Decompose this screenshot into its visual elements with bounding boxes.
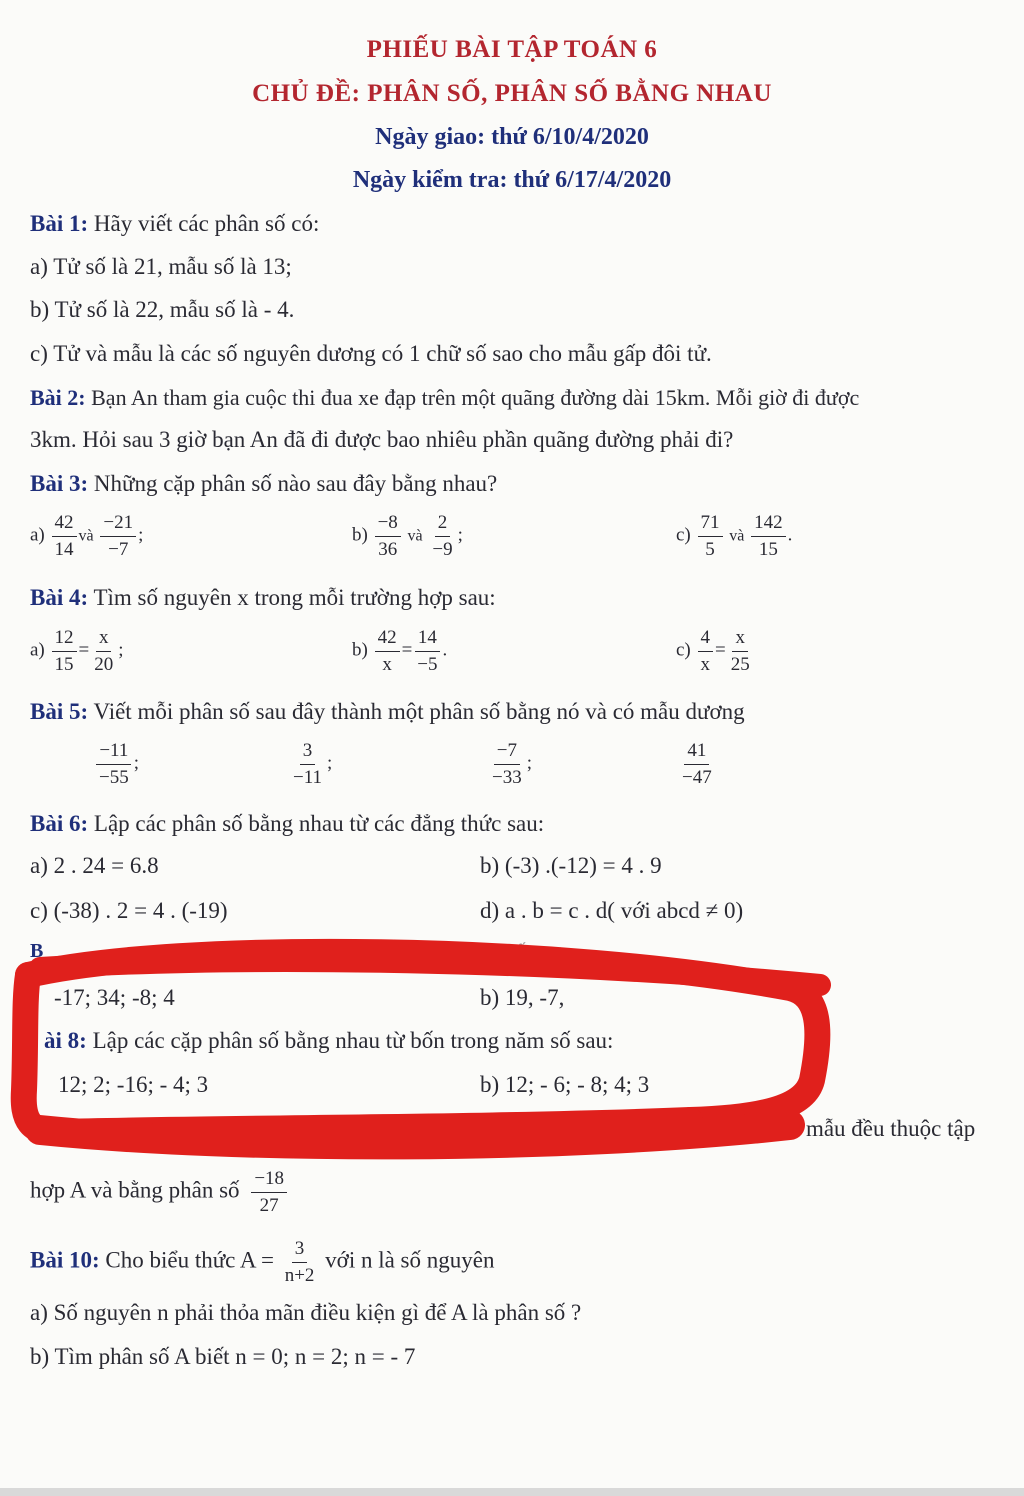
bai5-fraction-1 <box>94 740 139 789</box>
bai4-b: b) $\frac{42}{x}$ = $\frac{14}{-5}$ . <box>352 627 448 675</box>
fraction <box>100 512 136 561</box>
bai6-text: Lập các phân số bằng nhau từ các đẳng thức sau: <box>88 811 545 836</box>
bai3-label: Bài 3: <box>30 471 89 496</box>
fraction <box>414 627 440 676</box>
numerator: x <box>96 627 112 652</box>
numerator: 42 <box>52 512 77 537</box>
fraction <box>52 627 77 676</box>
bai5-fraction-3 <box>487 740 532 789</box>
punctuation: ; <box>138 524 144 546</box>
bai7-a: -17; 34; -8; 4 <box>54 985 175 1010</box>
bai5-text: Viết mỗi phân số sau đây thành một phân số bằng nó và có mẫu dương <box>88 699 745 724</box>
numerator: −21 <box>100 512 136 537</box>
denominator: −5 <box>417 653 438 675</box>
numerator: 3 <box>292 1238 308 1263</box>
bai4-a: a) $\frac{12}{15}$ = $\frac{x}{20}$ ; <box>30 627 124 675</box>
bai4-label: Bài 4: <box>30 585 89 610</box>
bai2-line2: 3km. Hỏi sau 3 giờ bạn An đã đi được bao nhiêu phần quãng đường phải đi? <box>30 427 734 452</box>
bai4-heading <box>30 585 496 611</box>
bai2-text1: Bạn An tham gia cuộc thi đua xe đạp trên một quãng đường dài 15km. Mỗi giờ đi được <box>85 385 860 410</box>
fraction <box>679 740 715 789</box>
fraction <box>91 627 116 676</box>
denominator: n+2 <box>284 1264 315 1286</box>
bai7-fragment-right: số sau: <box>508 940 563 962</box>
bai4-b-prefix: b) <box>352 639 368 661</box>
denominator: −55 <box>99 766 129 788</box>
numerator: 142 <box>751 512 786 537</box>
numerator: 2 <box>435 512 451 537</box>
numerator: 3 <box>300 740 316 765</box>
punctuation: . <box>442 639 448 661</box>
worksheet-topic: CHỦ ĐỀ: PHÂN SỐ, PHÂN SỐ BẰNG NHAU <box>252 80 772 107</box>
bai9-fragment-right: à mẫu đều thuộc tập <box>790 1116 976 1141</box>
fraction <box>375 512 401 561</box>
numerator: −18 <box>251 1168 287 1193</box>
bai5-label: Bài 5: <box>30 699 89 724</box>
bai3-a <box>30 512 143 561</box>
bai3-heading <box>30 471 497 497</box>
bai8-b: b) 12; - 6; - 8; 4; 3 <box>480 1072 650 1097</box>
bai3-c <box>676 512 792 561</box>
denominator: 14 <box>54 538 74 560</box>
fraction <box>52 512 77 561</box>
fraction <box>96 740 132 789</box>
bai5-heading <box>30 699 745 725</box>
numerator: 4 <box>698 627 714 652</box>
fraction <box>698 627 714 676</box>
worksheet-title: PHIẾU BÀI TẬP TOÁN 6 <box>366 36 658 63</box>
conjunction: và <box>729 527 745 545</box>
fraction <box>751 512 786 561</box>
bai6-c: c) (-38) . 2 = 4 . (-19) <box>30 898 228 923</box>
bai8-label: ài 8: <box>44 1028 87 1053</box>
fraction <box>489 740 525 789</box>
bai7-fragment-left: B <box>30 940 44 962</box>
denominator: 36 <box>378 538 398 560</box>
bai6-b: b) (-3) .(-12) = 4 . 9 <box>480 853 662 878</box>
bai10-label: Bài 10: <box>30 1247 100 1273</box>
bai10-b: b) Tìm phân số A biết n = 0; n = 2; n = - 7 <box>30 1344 416 1369</box>
numerator: 42 <box>375 627 400 652</box>
denominator: 15 <box>54 653 74 675</box>
denominator: −47 <box>682 766 712 788</box>
bai9-text: hợp A và bằng phân số <box>30 1177 240 1203</box>
numerator: x <box>732 627 748 652</box>
bai6-label: Bài 6: <box>30 811 89 836</box>
check-date: Ngày kiểm tra: thứ 6/17/4/2020 <box>352 167 672 193</box>
denominator: −33 <box>492 766 522 788</box>
bai8-a: 12; 2; -16; - 4; 3 <box>58 1072 209 1097</box>
bai8-text: Lập các cặp phân số bằng nhau từ bốn trong năm số sau: <box>86 1028 614 1053</box>
fraction <box>375 627 400 676</box>
denominator: −7 <box>108 538 129 560</box>
numerator: 71 <box>698 512 723 537</box>
fraction <box>282 1238 318 1287</box>
conjunction: và <box>78 527 94 545</box>
page-bottom-edge <box>0 1488 1024 1496</box>
numerator: −7 <box>494 740 520 765</box>
bai4-a-prefix: a) <box>30 639 45 661</box>
denominator: x <box>382 653 392 675</box>
punctuation: ; <box>118 639 124 661</box>
bai6-d: d) a . b = c . d( với abcd ≠ 0) <box>480 898 744 923</box>
fraction <box>251 1168 287 1217</box>
punctuation: ; <box>526 752 532 774</box>
bai4-c: c) $\frac{4}{x}$ = $\frac{x}{25}$ <box>676 627 755 676</box>
bai7-b: b) 19, -7, <box>480 985 565 1010</box>
bai1-b: b) Tử số là 22, mẫu số là - 4. <box>30 297 295 322</box>
denominator: x <box>700 653 711 675</box>
bai4-c-prefix: c) <box>676 639 691 661</box>
bai2-label: Bài 2: <box>30 385 86 410</box>
bai1-c: c) Tử và mẫu là các số nguyên dương có 1 chữ số sao cho mẫu gấp đôi tử. <box>30 341 712 366</box>
bai8-heading <box>44 1028 613 1054</box>
bai1-heading <box>30 211 319 237</box>
fraction <box>698 512 723 561</box>
bai9-line2 <box>30 1168 289 1217</box>
bai3-a-prefix: a) <box>30 524 45 546</box>
bai10-text-post: với n là số nguyên <box>325 1247 495 1273</box>
fraction <box>429 512 455 561</box>
numerator: 41 <box>684 740 709 765</box>
denominator: −11 <box>293 766 323 788</box>
bai6-a: a) 2 . 24 = 6.8 <box>30 853 159 878</box>
bai3-text: Những cặp phân số nào sau đây bằng nhau? <box>88 471 498 496</box>
numerator: −8 <box>375 512 401 537</box>
bai10-a: a) Số nguyên n phải thỏa mãn điều kiện gì để A là phân số ? <box>30 1300 582 1325</box>
bai1-text: Hãy viết các phân số có: <box>88 211 320 236</box>
bai10-heading <box>30 1238 494 1287</box>
denominator: 15 <box>758 538 778 560</box>
punctuation: ; <box>133 752 139 774</box>
bai3-b-prefix: b) <box>352 524 368 546</box>
bai5-fraction-4 <box>677 740 717 789</box>
bai2-line1 <box>30 385 859 411</box>
denominator: 20 <box>94 653 114 675</box>
bai3-c-prefix: c) <box>676 524 691 546</box>
bai6-heading <box>30 811 544 837</box>
fraction <box>728 627 753 676</box>
bai3-b <box>352 512 463 561</box>
numerator: −11 <box>96 740 131 765</box>
denominator: 27 <box>259 1194 279 1216</box>
conjunction: và <box>407 527 423 545</box>
fraction <box>290 740 325 789</box>
punctuation: ; <box>327 752 333 774</box>
bai10-text-pre: Cho biểu thức A = <box>99 1247 274 1273</box>
bai1-label: Bài 1: <box>30 211 89 236</box>
denominator: 25 <box>730 653 750 675</box>
punctuation: . <box>787 524 793 546</box>
numerator: 12 <box>52 627 77 652</box>
bai4-text: Tìm số nguyên x trong mỗi trường hợp sau: <box>88 585 496 610</box>
numerator: 14 <box>415 627 440 652</box>
bai1-a: a) Tử số là 21, mẫu số là 13; <box>30 254 292 279</box>
assigned-date: Ngày giao: thứ 6/10/4/2020 <box>375 124 649 150</box>
denominator: −9 <box>432 538 453 560</box>
bai5-fraction-2 <box>288 740 332 789</box>
punctuation: ; <box>457 524 463 546</box>
denominator: 5 <box>705 538 715 560</box>
